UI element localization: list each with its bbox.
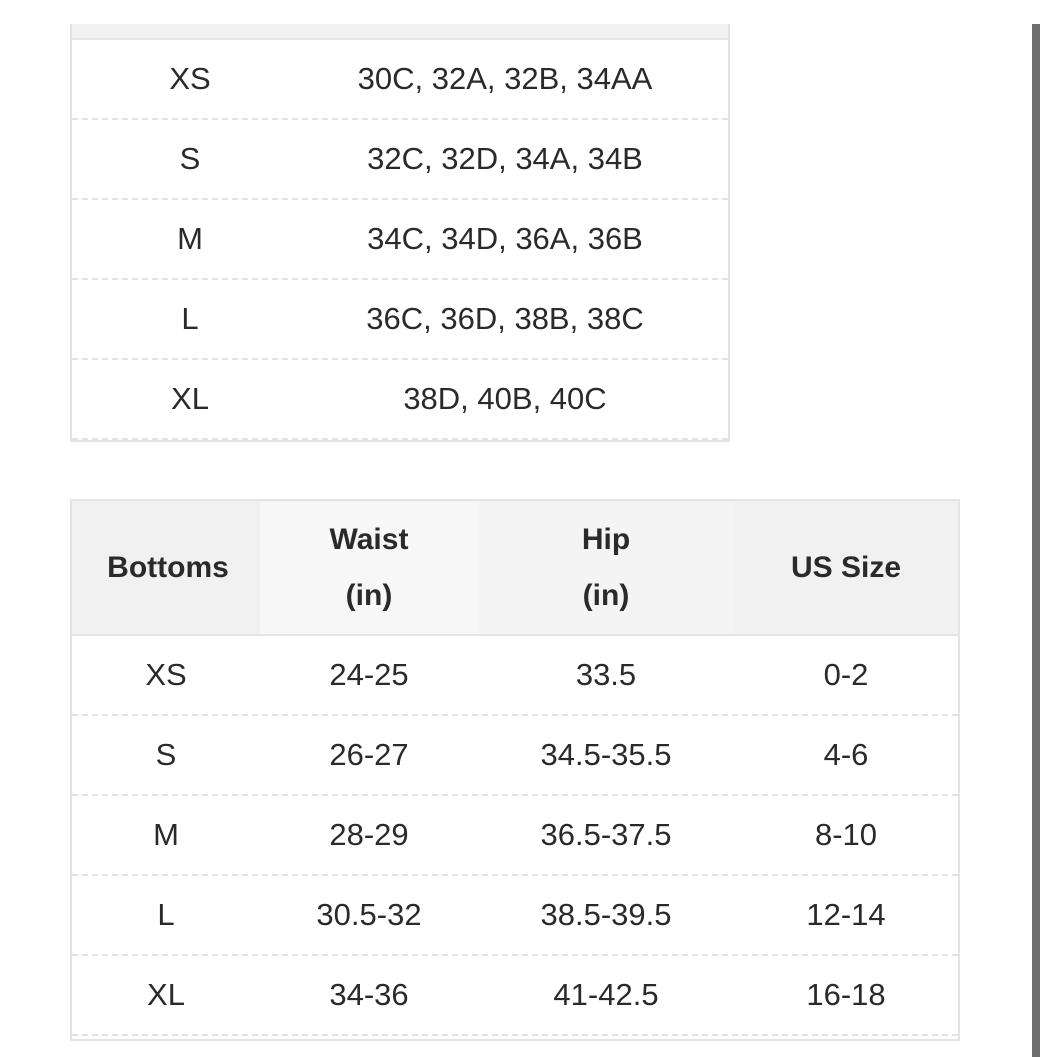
table-header [72,501,958,636]
header-us-size [734,501,958,634]
header-waist [260,501,478,634]
table-row [72,956,958,1036]
hip-cell: 36.5-37.5 [540,817,672,852]
hip-cell: 41-42.5 [553,977,659,1012]
size-cell: XL [147,977,185,1012]
table-row [72,280,728,360]
table-row [72,360,728,440]
header-hip-unit: (in) [582,578,630,612]
hip-cell: 38.5-39.5 [540,897,672,932]
header-hip-label: Hip [581,522,631,556]
bra-size-cell: 32C, 32D, 34A, 34B [367,141,643,176]
hip-cell: 33.5 [575,657,637,692]
us-size-cell: 16-18 [806,977,886,1012]
size-cell: S [179,141,201,176]
waist-cell: 26-27 [329,737,409,772]
size-cell: L [181,301,199,336]
hip-cell: 34.5-35.5 [540,737,672,772]
size-cell: XS [145,657,187,692]
bra-size-cell: 36C, 36D, 38B, 38C [366,301,644,336]
size-cell: L [157,897,175,932]
size-cell: XS [169,61,211,96]
us-size-cell: 12-14 [806,897,886,932]
bra-size-cell: 34C, 34D, 36A, 36B [367,221,643,256]
header-waist-unit: (in) [345,578,393,612]
bottoms-size-table [70,499,960,1041]
table-row [72,716,958,796]
size-cell: M [177,221,203,256]
header-waist-label: Waist [329,522,409,556]
table-row [72,40,728,120]
waist-cell: 28-29 [329,817,409,852]
bra-size-cell: 38D, 40B, 40C [403,381,607,416]
table-row [72,200,728,280]
tops-size-table [70,24,730,442]
waist-cell: 34-36 [329,977,409,1012]
size-cell: S [155,737,177,772]
us-size-cell: 4-6 [823,737,869,772]
us-size-cell: 0-2 [823,657,869,692]
header-hip [478,501,734,634]
header-us-size-label: US Size [790,550,902,584]
bra-size-cell: 30C, 32A, 32B, 34AA [357,61,653,96]
header-bottoms-label: Bottoms [107,550,229,584]
header-bottoms [72,501,260,634]
tops-table-header-strip [72,24,728,40]
table-row [72,876,958,956]
table-row [72,796,958,876]
table-row [72,636,958,716]
table-row [72,120,728,200]
size-cell: XL [171,381,209,416]
waist-cell: 30.5-32 [316,897,422,932]
waist-cell: 24-25 [329,657,409,692]
us-size-cell: 8-10 [814,817,878,852]
size-cell: M [153,817,179,852]
vertical-scrollbar[interactable] [1032,24,1040,1057]
